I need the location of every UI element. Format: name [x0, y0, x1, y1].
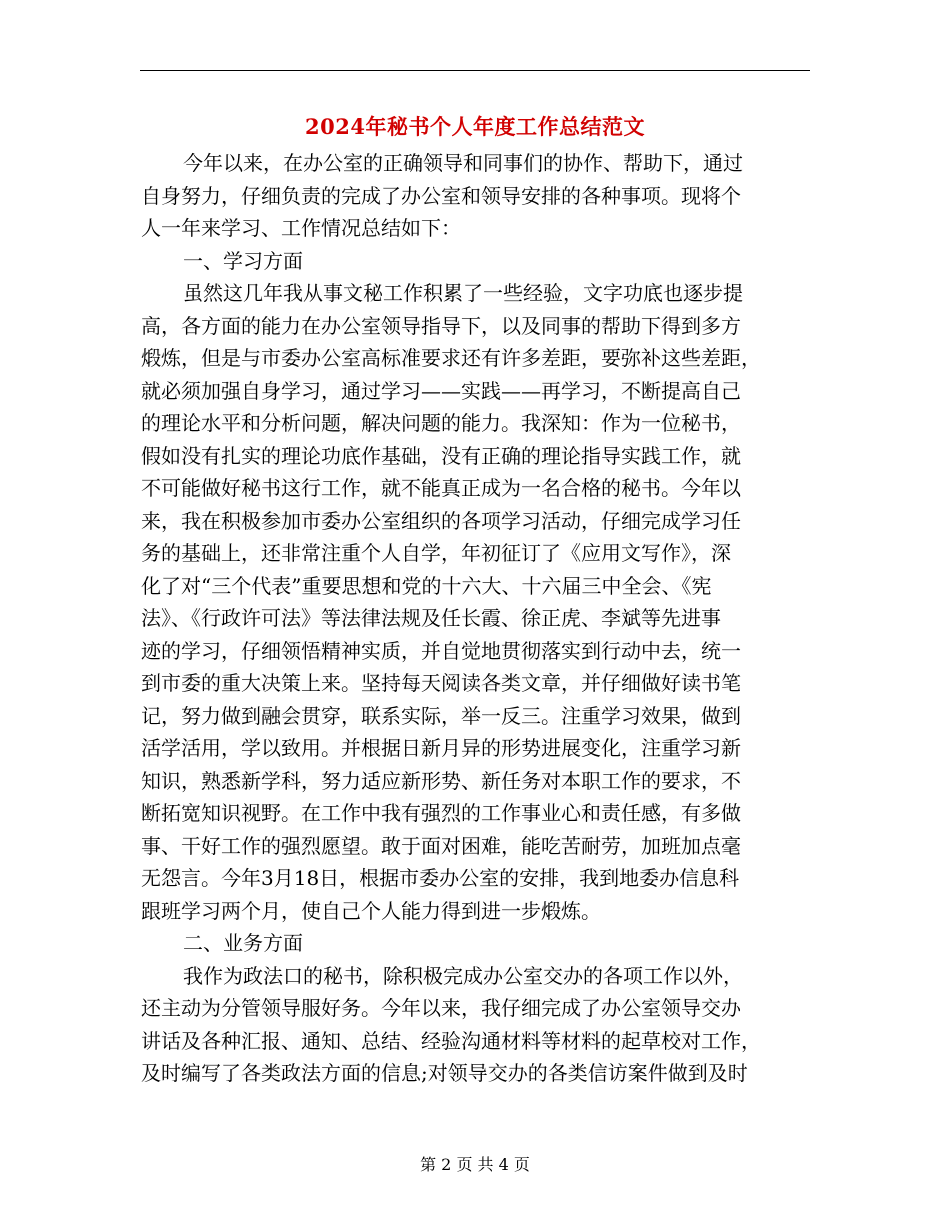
body-line: 断拓宽知识视野。在工作中我有强烈的工作事业心和责任感，有多做	[141, 801, 741, 825]
body-line: 化了对“三个代表”重要思想和党的十六大、十六届三中全会、《宪	[141, 573, 712, 598]
body-line: 知识，熟悉新学科，努力适应新形势、新任务对本职工作的要求，不	[141, 768, 741, 793]
body-line: 人一年来学习、工作情况总结如下：	[141, 216, 461, 240]
body-line: 高，各方面的能力在办公室领导指导下，以及同事的帮助下得到多方	[141, 313, 741, 338]
section-heading: 一、学习方面	[183, 248, 303, 273]
document-title: 2024年秘书个人年度工作总结范文	[305, 114, 645, 139]
section-heading: 二、业务方面	[183, 931, 303, 955]
body-line: 今年以来，在办公室的正确领导和同事们的协作、帮助下，通过	[183, 151, 743, 175]
body-line: 虽然这几年我从事文秘工作积累了一些经验，文字功底也逐步提	[183, 281, 743, 305]
body-line: 跟班学习两个月，使自己个人能力得到进一步煅炼。	[141, 898, 601, 923]
page-footer: 第 2 页 共 4 页	[420, 1155, 530, 1174]
document-body	[141, 147, 813, 1090]
body-line: 无怨言。今年3月18日，根据市委办公室的安排，我到地委办信息科	[141, 866, 740, 890]
body-line: 就必须加强自身学习，通过学习——实践——再学习，不断提高自己	[141, 378, 741, 403]
body-line: 活学活用，学以致用。并根据日新月异的形势进展变化，注重学习新	[141, 736, 741, 760]
body-line: 务的基础上，还非常注重个人自学，年初征订了《应用文写作》，深	[141, 541, 731, 565]
body-line: 及时编写了各类政法方面的信息;对领导交办的各类信访案件做到及时	[141, 1061, 748, 1085]
body-line: 迹的学习，仔细领悟精神实质，并自觉地贯彻落实到行动中去，统一	[141, 638, 741, 663]
body-line: 记，努力做到融会贯穿，联系实际，举一反三。注重学习效果，做到	[141, 703, 741, 728]
body-line: 的理论水平和分析问题，解决问题的能力。我深知：作为一位秘书，	[141, 411, 741, 435]
body-line: 事、干好工作的强烈愿望。敢于面对困难，能吃苦耐劳，加班加点毫	[141, 833, 741, 858]
body-line: 法》、《行政许可法》等法律法规及任长霞、徐正虎、李斌等先进事	[141, 606, 721, 630]
body-line: 还主动为分管领导服好务。今年以来，我仔细完成了办公室领导交办	[141, 996, 741, 1020]
body-line: 来，我在积极参加市委办公室组织的各项学习活动，仔细完成学习任	[141, 508, 741, 533]
header-rule	[140, 70, 810, 71]
body-line: 讲话及各种汇报、通知、总结、经验沟通材料等材料的起草校对工作，	[141, 1028, 761, 1053]
body-line: 假如没有扎实的理论功底作基础，没有正确的理论指导实践工作，就	[141, 443, 741, 468]
body-line: 自身努力，仔细负责的完成了办公室和领导安排的各种事项。现将个	[141, 183, 741, 208]
body-line: 我作为政法口的秘书，除积极完成办公室交办的各项工作以外，	[183, 963, 743, 988]
body-line: 到市委的重大决策上来。坚持每天阅读各类文章，并仔细做好读书笔	[141, 671, 741, 695]
body-line: 不可能做好秘书这行工作，就不能真正成为一名合格的秘书。今年以	[141, 476, 741, 500]
body-line: 煅炼，但是与市委办公室高标准要求还有许多差距，要弥补这些差距，	[141, 346, 761, 370]
